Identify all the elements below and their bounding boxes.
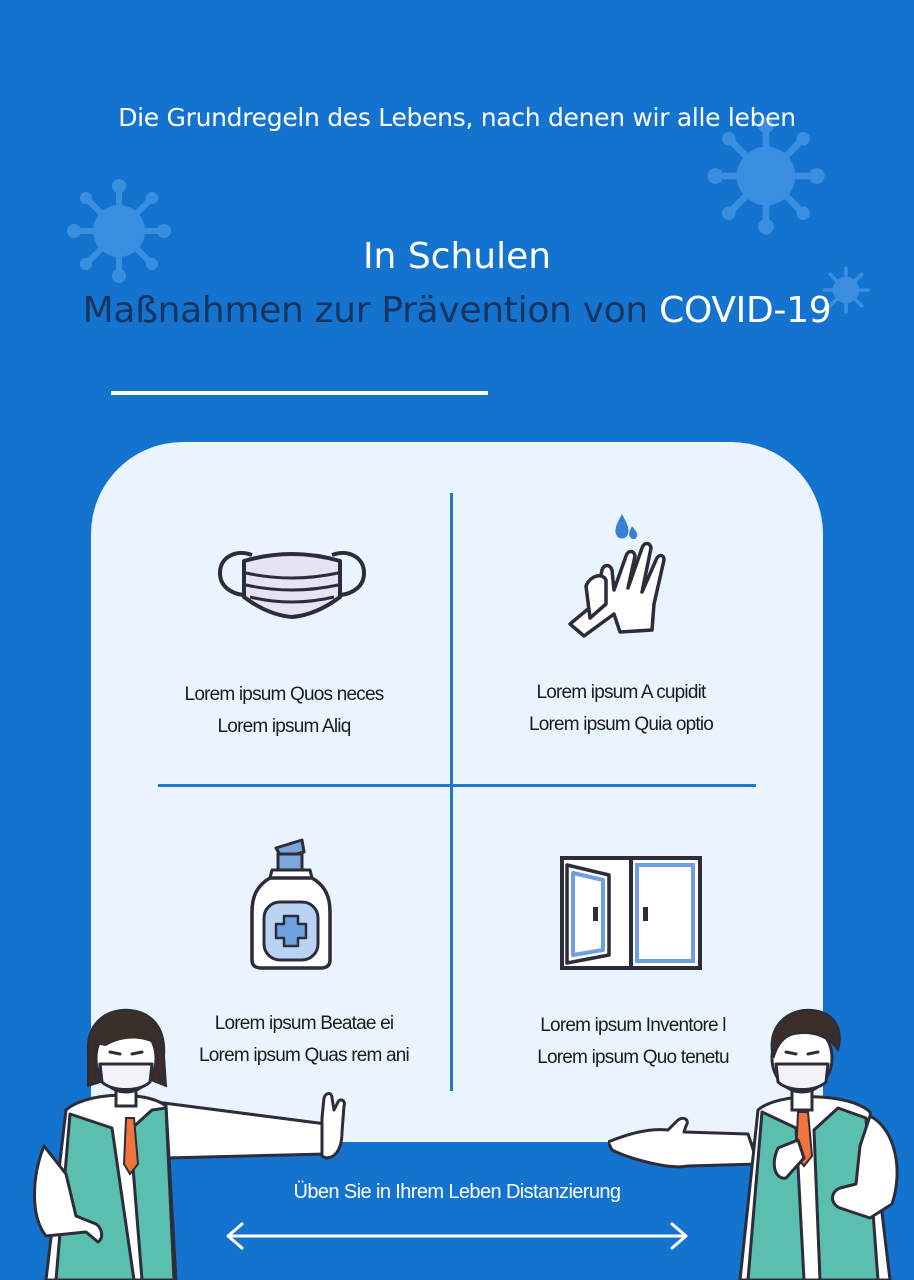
subtitle: Die Grundregeln des Lebens, nach denen wir alle leben xyxy=(118,103,796,132)
caption-line: Lorem ipsum Quo tenetu xyxy=(537,1047,729,1068)
caption-line: Lorem ipsum Quos neces xyxy=(184,684,384,705)
grid-divider-horizontal xyxy=(158,784,756,787)
face-mask-icon xyxy=(216,545,368,621)
caption-mask xyxy=(119,679,449,743)
virus-icon xyxy=(704,114,828,238)
open-window-icon xyxy=(559,855,703,971)
hand-sanitizer-icon xyxy=(248,836,334,972)
distance-text: Üben Sie in Ihrem Leben Distanzierung xyxy=(293,1181,621,1203)
title-main-text: Maßnahmen zur Prävention von xyxy=(82,290,660,331)
caption-line: Lorem ipsum Quas rem ani xyxy=(199,1045,409,1066)
caption-line: Lorem ipsum A cupidit xyxy=(536,682,706,703)
caption-line: Lorem ipsum Beatae ei xyxy=(214,1013,394,1034)
caption-line: Lorem ipsum Aliq xyxy=(217,716,351,737)
page-title-line1: In Schulen xyxy=(362,236,552,277)
caption-line: Lorem ipsum Quia optio xyxy=(528,714,714,735)
grid-divider-vertical xyxy=(450,493,453,1091)
caption-hand-washing xyxy=(456,677,786,741)
hand-washing-icon xyxy=(560,508,680,640)
title-underline xyxy=(111,391,488,395)
page-title-line2 xyxy=(0,290,914,331)
caption-line: Lorem ipsum Inventore l xyxy=(540,1015,726,1036)
title-highlight: COVID-19 xyxy=(659,290,832,331)
double-arrow-icon xyxy=(222,1221,692,1251)
